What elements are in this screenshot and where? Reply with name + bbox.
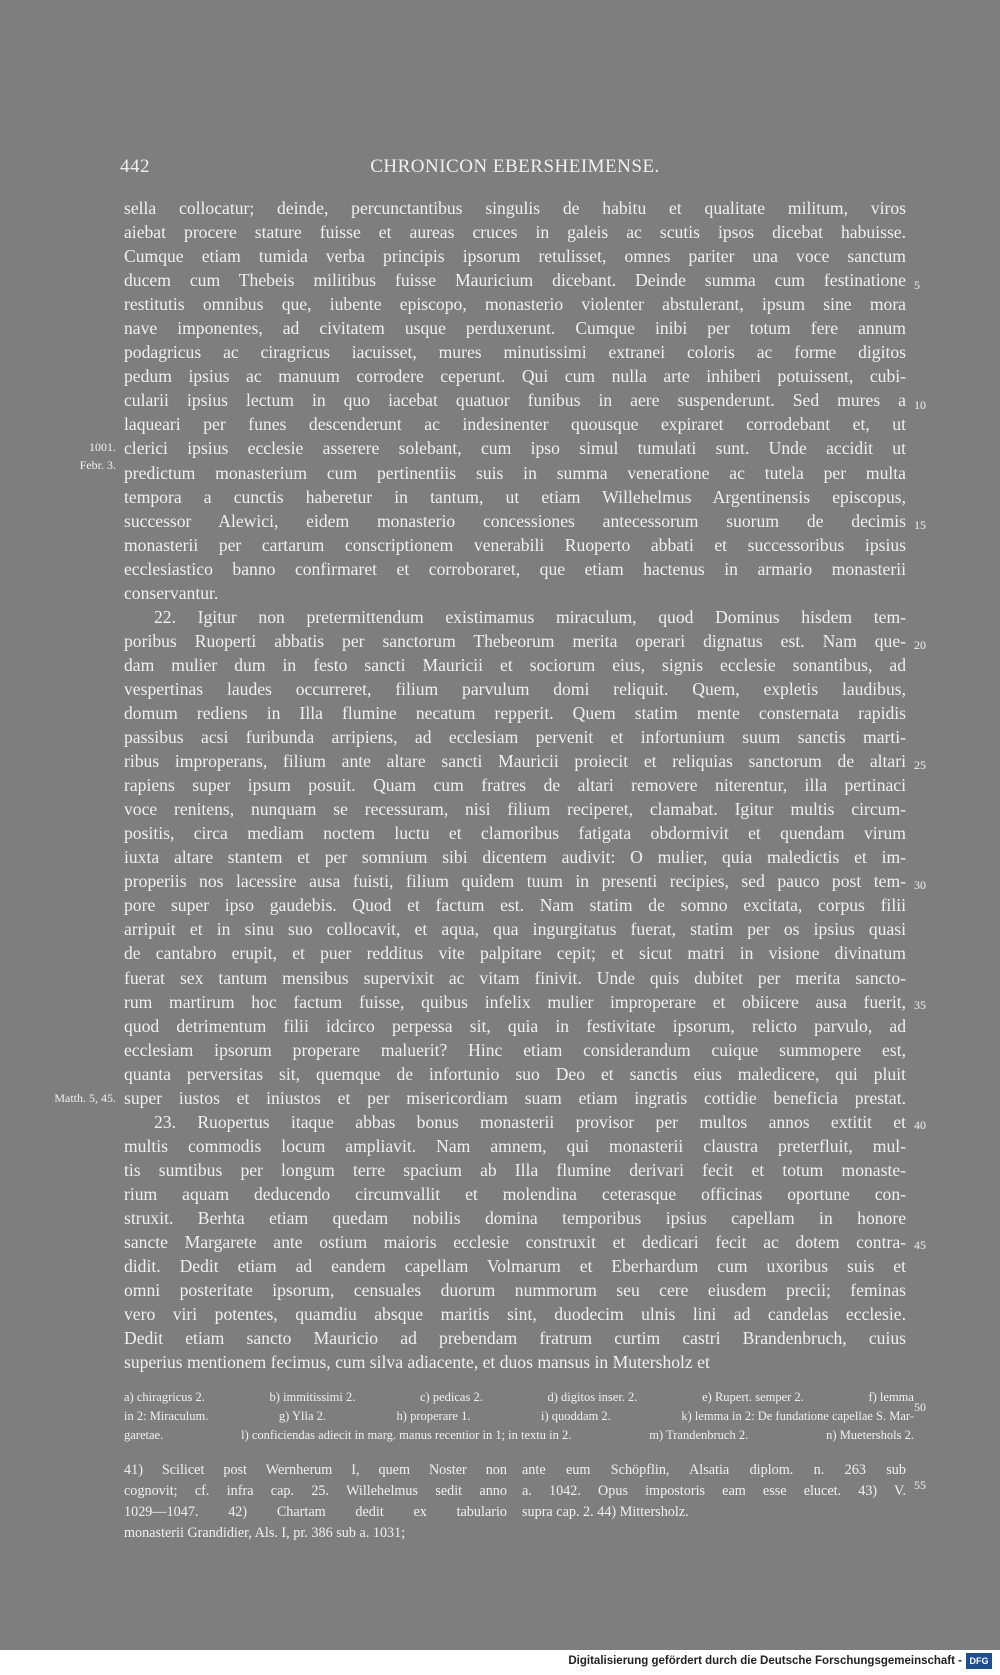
apparatus-entry: b) immitissimi 2. [269, 1390, 356, 1404]
text-line: pore super ipso gaudebis. Quod et factum est. Nam statim de somno excitata, corpus filii [124, 895, 906, 916]
text-line: ribus improperans, filium ante altare sancti Mauricii proiecit et reliquias sanctorum de altari [124, 751, 906, 772]
text-line: cularii ipsius lectum in quo iacebat quatuor funibus in aere suspenderunt. Sed mures a [124, 390, 906, 411]
text-line: arripuit et in sinu suo collocavit, et aqua, qua ingurgitatus fuerat, statim per os ipsius quasi [124, 919, 906, 940]
text-line: aiebat procere stature fuisse et aureas cruces in galeis ac scutis ipsos dicebat habuisse. [124, 222, 906, 243]
text-line: de cantabro erupit, et puer redditus vite palpitare cepit; et sicut matri in visione divinatum [124, 943, 906, 964]
margin-date-year: 1001. [89, 440, 116, 454]
apparatus-row [124, 1426, 914, 1445]
text-line: vero viri potentes, quamdiu absque maritis sint, duodecim ulnis lini ad candelas ecclesie. [124, 1304, 906, 1325]
page-number: 442 [120, 156, 150, 177]
text-line: super iustos et iniustos et per misericordiam suam etiam ingratis cottidie beneficia prestat. [124, 1087, 906, 1108]
text-line: monasterii per cartarum conscriptionem venerabili Ruoperto abbati et successoribus ipsius [124, 534, 906, 555]
text-line: predictum monasterium cum pertinentiis suis in summa veneratione ac tutela per multa [124, 462, 906, 483]
apparatus-row [124, 1388, 914, 1407]
apparatus-entry: c) pedicas 2. [420, 1390, 483, 1404]
text-line: omni posteritate ipsorum, censuales duorum nummorum seu cere eiusdem precii; feminas [124, 1280, 906, 1301]
line-number: 20 [914, 638, 926, 652]
text-line: didit. Dedit etiam ad eandem capellam Volmarum et Eberhardum cum uxoribus suis et [124, 1256, 906, 1277]
apparatus-row [124, 1407, 914, 1426]
critical-apparatus [124, 1388, 914, 1445]
footnote-line: 41) Scilicet post Wernherum I, quem Noster non [124, 1462, 507, 1478]
line-number: 5 [914, 278, 920, 292]
text-line: dam mulier dum in festo sancti Mauricii et sociorum eius, signis ecclesie sonantibus, ad [124, 654, 906, 675]
margin-date-day: Febr. 3. [79, 458, 116, 472]
text-line: rapiens super ipsum posuit. Quam cum fratres de altari removere niterentur, illa pertinaci [124, 775, 906, 796]
text-line: passibus acsi furibunda arripiens, ad ecclesiam pervenit et infortunium suum sanctis marti- [124, 727, 906, 748]
text-line: podagricus ac ciragricus iacuisset, mures minutissimi extranei coloris ac forme digitos [124, 342, 906, 363]
apparatus-entry: g) Ylla 2. [278, 1409, 327, 1423]
text-line: ecclesiam ipsorum properare maluerit? Hinc etiam considerandum cuique summopere est, [124, 1039, 906, 1060]
footer-credit: Digitalisierung gefördert durch die Deutsche Forschungsgemeinschaft - [568, 1655, 962, 1667]
line-number: 10 [914, 398, 926, 412]
main-text [124, 196, 906, 1374]
footer-bar [0, 1650, 1000, 1675]
apparatus-entry: m) Trandenbruch 2. [649, 1428, 749, 1442]
footnotes-left-column [124, 1460, 507, 1544]
footnote-line: cognovit; cf. infra cap. 25. Willehelmus sedit anno [124, 1483, 507, 1499]
text-line: struxit. Berhta etiam quedam nobilis domina temporibus ipsius capellam in honore [124, 1207, 906, 1228]
text-line: sella collocatur; deinde, percunctantibus singulis de habitu et qualitate militum, viros [124, 198, 906, 218]
line-number: 30 [914, 878, 926, 892]
apparatus-entry: n) Muetershols 2. [826, 1428, 914, 1442]
apparatus-entry: e) Rupert. semper 2. [702, 1390, 804, 1404]
margin-bible-reference: Matth. 5, 45. [54, 1091, 116, 1105]
text-line: iuxta altare stantem et per somnium sibi dicentem audivit: O mulier, quia maledictis et im- [124, 847, 906, 868]
text-line: fuerat sex tantum mensibus supervixit ac vitam finivit. Unde quis dubitet per merita sancto- [124, 967, 906, 988]
apparatus-entry: in 2: Miraculum. [124, 1409, 209, 1423]
text-line: positis, circa mediam noctem luctu et clamoribus fatigata obdormivit et quendam virum [124, 823, 906, 844]
text-line: multis commodis locum ampliavit. Nam amnem, qui monasterii claustra preterfluit, mul- [124, 1135, 906, 1156]
text-line: Cumque etiam tumida verba principis ipsorum retulisset, omnes pariter una voce sanctum [124, 246, 906, 267]
footnote-line: 1029—1047. 42) Chartam dedit ex tabulario [124, 1504, 507, 1520]
footnote-line: monasterii Grandidier, Als. I, pr. 386 sub a. 1031; [124, 1525, 406, 1541]
line-number: 55 [914, 1478, 926, 1492]
text-line: sancte Margarete ante ostium maioris ecclesie construxit et dedicari fecit ac dotem contra- [124, 1232, 906, 1253]
line-number: 15 [914, 518, 926, 532]
text-line: voce renitens, nunquam se recessuram, nisi filium reciperet, clamabat. Igitur multis circum- [124, 799, 906, 820]
apparatus-entry: d) digitos inser. 2. [547, 1390, 638, 1404]
footnote-line: a. 1042. Opus impostoris eam esse elucet. 43) V. [522, 1483, 906, 1499]
text-line: nave imponentes, ad civitatem usque perduxerunt. Cumque inibi per totum fere annum [124, 318, 906, 339]
apparatus-entry: garetae. [124, 1428, 164, 1442]
apparatus-entry: f) lemma [868, 1390, 914, 1404]
apparatus-entry: a) chiragricus 2. [124, 1390, 205, 1404]
apparatus-entry: l) conficiendas adiecit in marg. manus recentior in 1; in textu in 2. [241, 1428, 572, 1442]
text-line: ducem cum Thebeis militibus fuisse Mauricium dicebant. Deinde summa cum festinatione [124, 270, 906, 291]
text-line: conservantur. [124, 582, 219, 603]
text-line: poribus Ruoperti abbatis per sanctorum Thebeorum merita operari dignatus est. Nam que- [124, 630, 906, 651]
text-line: superius mentionem fecimus, cum silva adiacente, et duos mansus in Mutersholz et [124, 1352, 710, 1373]
line-number: 25 [914, 758, 926, 772]
text-line: successor Alewici, eidem monasterio concessiones antecessorum suorum de decimis [124, 510, 906, 531]
text-line: tempora a cunctis haberetur in tantum, ut etiam Willehelmus Argentinensis episcopus, [124, 486, 906, 507]
text-line: ecclesiastico banno confirmaret et corroboraret, que etiam hactenus in armario monasterii [124, 558, 906, 579]
apparatus-entry: k) lemma in 2: De fundatione capellae S. Mar- [681, 1409, 914, 1423]
text-line: laqueari per funes descenderunt ac indesinenter quousque expiraret corrodebant et, ut [124, 414, 906, 435]
text-line: domum rediens in Illa flumine necatum repperit. Quem statim mente consternata rapidis [124, 702, 906, 723]
footnote-line: ante eum Schöpflin, Alsatia diplom. n. 263 sub [522, 1462, 906, 1478]
text-line: properiis nos lacessire ausa fuisti, filium quidem tuum in presenti recipies, sed pauco post tem- [124, 871, 906, 892]
line-number: 35 [914, 998, 926, 1012]
text-line: quod detrimentum filii idcirco perpessa sit, quia in festivitate ipsorum, relicto parvulo, ad [124, 1015, 906, 1036]
text-line: Dedit etiam sancto Mauricio ad prebendam fratrum curtim castri Brandenbruch, cuius [124, 1328, 906, 1349]
text-line: restitutis omnibus que, iubente episcopo, monasterio violenter abstulerant, ipsum sine mora [124, 294, 906, 315]
line-number: 45 [914, 1238, 926, 1252]
apparatus-entry: i) quoddam 2. [541, 1409, 611, 1423]
footnote-line: supra cap. 2. 44) Mittersholz. [522, 1504, 689, 1520]
line-number: 40 [914, 1118, 926, 1132]
text-line: clerici ipsius ecclesie asserere solebant, cum ipso simul tumulati sunt. Unde accidit ut [124, 438, 906, 459]
text-line: 22. Igitur non pretermittendum existimamus miraculum, quod Dominus hisdem tem- [154, 606, 906, 627]
text-line: pedum ipsius ac manuum corrodere ceperunt. Qui cum nulla arte inhiberi potuissent, cubi- [124, 366, 906, 387]
text-line: 23. Ruopertus itaque abbas bonus monasterii provisor per multos annos extitit et [154, 1111, 906, 1132]
running-title: CHRONICON EBERSHEIMENSE. [370, 156, 660, 177]
footnotes-right-column [522, 1460, 906, 1523]
text-line: quanta perversitas sit, quemque de infortunio suo Deo et sanctis eius maledicere, qui pluit [124, 1063, 906, 1084]
line-number: 50 [914, 1400, 926, 1414]
text-line: tis sumtibus per longum terre spacium ab Illa flumine derivari fecit et totum monaste- [124, 1159, 906, 1180]
text-line: rium aquam deducendo circumvallit et molendina ceterasque officinas oportune con- [124, 1183, 906, 1204]
dfg-logo: DFG [966, 1653, 992, 1669]
text-line: vespertinas laudes occurreret, filium parvulum domi reliquit. Quem, expletis laudibus, [124, 678, 906, 699]
text-line: rum martirum hoc factum fuisse, quibus infelix mulier improperare et obiicere ausa fuerit, [124, 991, 906, 1012]
apparatus-entry: h) properare 1. [396, 1409, 471, 1423]
page-header [120, 156, 910, 182]
